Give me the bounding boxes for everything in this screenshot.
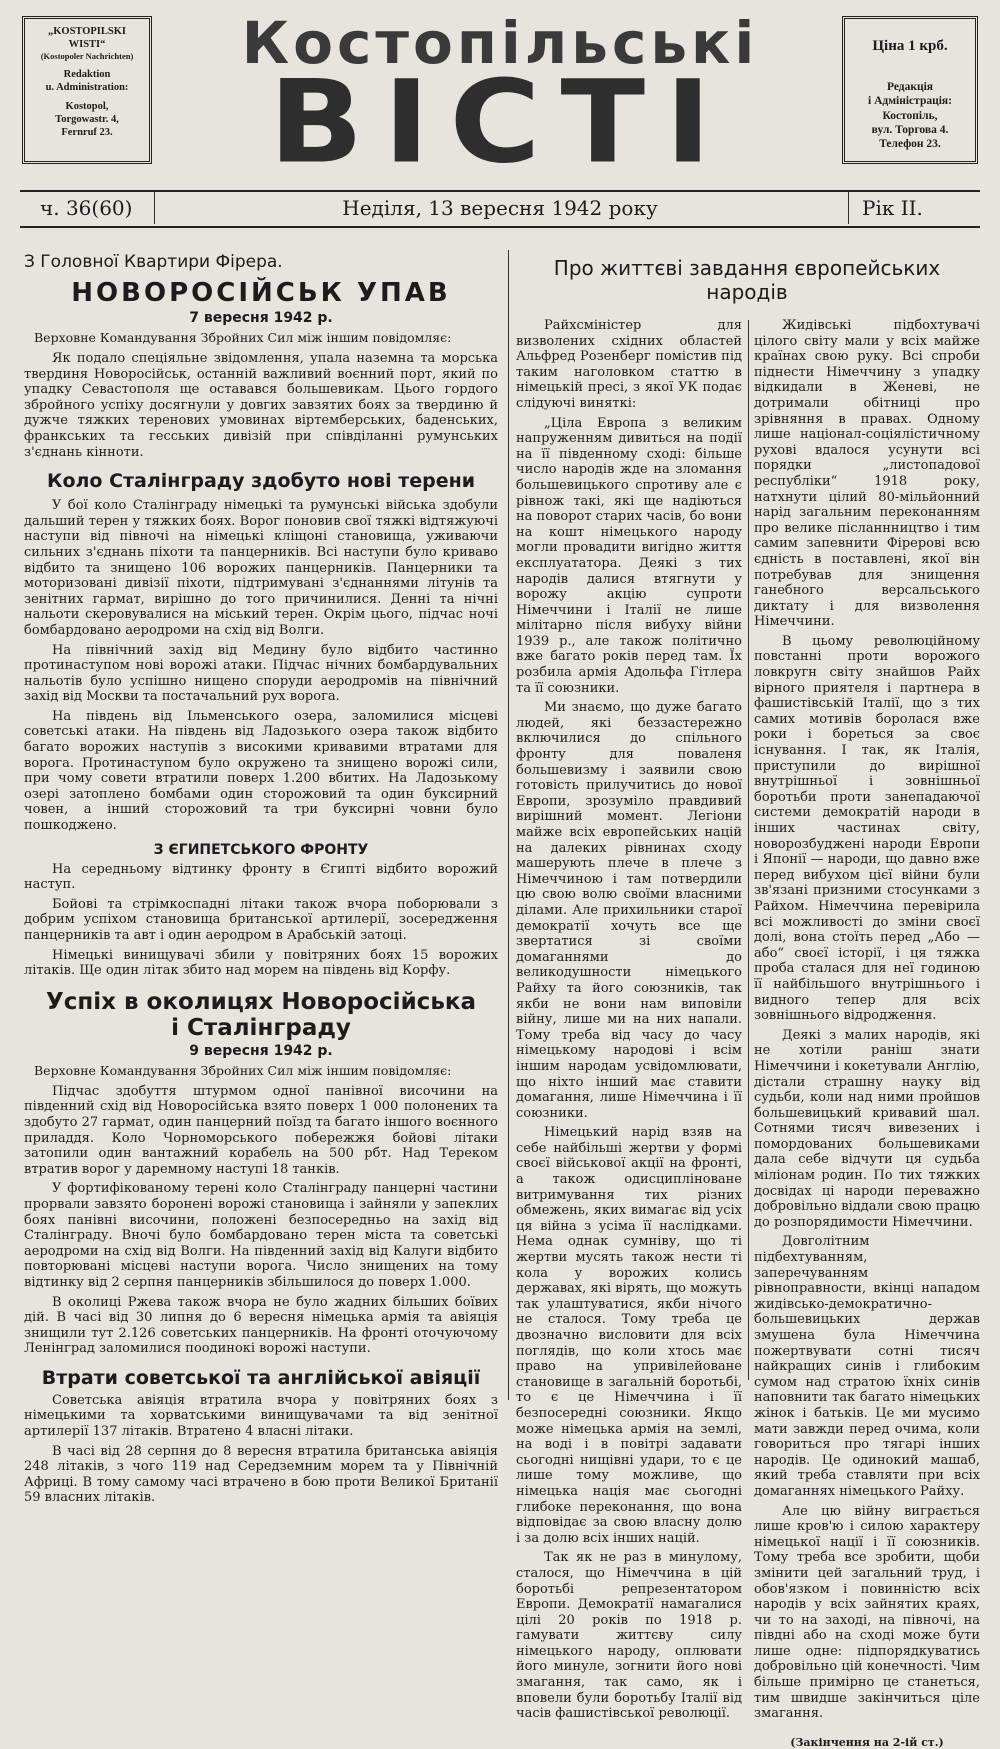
headline-date: 7 вересня 1942 р. bbox=[189, 310, 333, 326]
dateline-top-rule bbox=[20, 190, 980, 192]
headline-european-tasks: Про життєві завдання європейських bbox=[553, 256, 941, 280]
masthead-right-box bbox=[842, 16, 978, 164]
dateline-bottom-rule bbox=[20, 226, 980, 228]
article-paragraph: Бойові та стрімкоспадні літаки також вчора поборювали з добрим успіхом становища британської артилерії, зосередження панцерників та авт і один аеродром в Арабській затоці. bbox=[24, 896, 498, 943]
article-paragraph: В околиці Ржева також вчора не було жадних більших боївих дій. В часі від 30 липня до 6 вересня німецька армія та авіяція знищили тут 2.126 советських панцерників. На фронті оточуючому Ленінград заломилися поодинокі ворожі наступи. bbox=[24, 1294, 498, 1357]
article-paragraph: „Ціла Европа з великим напруженням дивиться на події на її південному сході: більше число народів жде на зломання большевицького спротиву але є рівнож такі, які ще надіються на поворот старих часів, бо вони на кошт німецького народу могли провадити вигідно життя експлуататора. Деякі з тих народів далися втягнути у ворожу акцію супроти Німеччини і Італії не лише мілітарно після вибуху війни 1939 р., але також політично вже багато років перед там. Їх розбила армія Адольфа Гітлера та її союзники. bbox=[516, 415, 742, 696]
headline-date: 9 вересня 1942 р. bbox=[189, 1042, 333, 1059]
left-column bbox=[24, 252, 498, 1506]
article-paragraph: Советська авіяція втратила вчора у повітряних боях з німецькими та хорватськими винищувачами та від зенітної артилерії 137 літаків. Втратено 4 власні літаки. bbox=[24, 1392, 498, 1440]
continuation-note: (Закінчення на 2-ій ст.) bbox=[790, 1735, 944, 1749]
dateline-divider bbox=[848, 192, 849, 224]
right-box-line: Костопіль, bbox=[882, 109, 938, 122]
article-paragraph: Як подало спеціяльне звідомлення, упала наземна та морська твердиня Новоросійськ, останній важливий воєнний порт, який по упадку Севастополя ще оставався большевикам. Цього гордого збройного успіху досягнули у довгих завзятих боях за твердиню й дужче тяжких теренових умовинах віртемберських, баденських, франкських та гесських дивізій при співділанні румунських з'єднань кінноти. bbox=[24, 351, 498, 460]
subhead-stalingrad: Коло Сталінграду здобуто нові терени bbox=[46, 470, 476, 493]
left-box-line: „KOSTOPILSKI bbox=[47, 26, 126, 37]
left-box-line: Kostopol, bbox=[65, 101, 109, 113]
headline-success: Успіх в околицях Новоросійська bbox=[46, 988, 476, 1015]
headline-novorossiysk: НОВОРОСІЙСЬК УПАВ bbox=[71, 278, 451, 308]
article-paragraph: Деякі з малих народів, які не хотіли раніш знати Німеччини і кокетували Англію, дістали страшну науку від судьби, коли над ними пройшов большевицький кривавий шал. Сотнями тисяч вивезених і помордованих большевиками дала себе відчути ця судьба міліонам родин. По тих тяжких досвідах ці народи переважно добровільно віддали свою працю до розпорядимости Німеччини. bbox=[754, 1027, 980, 1230]
price: Ціна 1 крб. bbox=[872, 38, 948, 54]
left-box-line: Fernruf 23. bbox=[61, 127, 113, 139]
article-paragraph: У бої коло Сталінграду німецькі та румунські війська здобули дальший терен у тяжких боях. Ворог поновив свої тяжкі відтяжуючі наступи від півночі на німецькі кліщоні становища, уживаючи сильних з'єднань піхоти та панцерників. Всі наступи було криваво відбито та знищено 106 ворожих панцерників. Панцерники та моторизовані дивізії піхоти, підтримувані з'єднаннями літунів та зенітних гармат, вирішно до того причинилися. Денні та нічні нальоти скеровувалися на міський терен. Окрім цього, підчас ночі бомбардовано аеродроми на схід від Волги. bbox=[24, 498, 498, 638]
left-box-line: Redaktion bbox=[63, 68, 111, 80]
article-paragraph: На північний захід від Медину було відбито частинно протинаступом нові ворожі атаки. Підчас нічних бомбардувальних нальотів було успішно нищено споруди аеродромів на північний захід від Москви та постачальний рух ворога. bbox=[24, 642, 498, 705]
column-divider bbox=[748, 320, 749, 1380]
report-intro: Верховне Командування Збройних Сил між іншим повідомляє: bbox=[34, 330, 452, 345]
article-paragraph: В цьому революційному повстанні проти ворожого ловкругн світу знайшов Райх вірного приятеля і партнера в фашистівській Італії, що з тих самих мотивів боролася вже роки і бореться за своє існування. І так, як Італія, приступили до вирішної внутрішньої і зовнішньої боротьби проти занепадаючої системи демократій народи в інших частинах світу, новорозбуджені народи Европи і Японії — народи, що давно вже перед вибухом цієї війни були зв'язані призними стосунками з Райхом. Німеччина перевірила всі можливості до зміни своєї долі, вона стоїть перед „Або — або“ своєї історії, і ця тяжка проба сталася для неї годиною її найбільшого внутрішнього і видного тепер для всіх зовнішнього відродження. bbox=[754, 633, 980, 1024]
right-box-line: вул. Торгова 4. bbox=[871, 123, 949, 136]
left-box-line: WISTI“ bbox=[68, 39, 106, 51]
masthead-title-main: ВІСТІ bbox=[268, 56, 732, 190]
subhead-losses: Втрати советської та англійської авіяції bbox=[41, 1366, 481, 1389]
left-box-line: Torgowastr. 4, bbox=[55, 114, 119, 126]
right-column-2 bbox=[754, 318, 980, 1749]
article-paragraph: Довголітним підбехтуванням, заперечуванням рівноправности, вкінці нападом жидівсько-демократично-большевицьких держав змушена була Німеччина пожертвувати сотні тисяч найкращих синів і глибоким сумом над стратою їхніх синів наповнити так багато німецьких жінок і батьків. Це ми мусимо мати завжди перед очима, коли говориться про тягарі інших народів. Це одинокий машаб, який треба ставляти при всіх домаганнях німецького Райху. bbox=[754, 1234, 980, 1499]
article-paragraph: На середньому відтинку фронту в Єгипті відбито ворожий наступ. bbox=[24, 861, 498, 893]
right-article-head bbox=[516, 256, 978, 304]
article-paragraph: В часі від 28 серпня до 8 вересня втратила британська авіяція 248 літаків, з чого 119 над Середземним морем та у Північній Африці. В тому самому часі втрачено в бою проти Великої Британії 59 власних літаків. bbox=[24, 1443, 498, 1506]
article-paragraph: Жидівські підбохтувачі цілого світу мали у всіх майже країнах свою руку. Всі спроби піднести Німеччину з упадку відкидали в Женеві, не дотримали обітниці про зрівняння в правах. Одному лише націонал-соціялістичному рухові вдалося усунути всі порядки „листопадової республіки“ 1918 року, натхнути цілий 80-мільйонний нарід загальним переконанням про велике післаннництво і тим самим запевнити Фірерові всю єдність в поставлені, якої він потребував для знищення ганебного версальського диктату і для визволення Німеччини. bbox=[754, 318, 980, 630]
article-paragraph: Німецький нарід взяв на себе найбільші жертви у формі своєї військової акції на фронті, а також одисципліноване витримування тих різних обмежень, яких вимагає від усіх ця війна з усіма її наслідками. Нема однак сумніву, що ті жертви мусять також нести ті кола у ворожих колись державах, які вірять, що можуть так улаштуватися, якби нічого не сталося. Тому треба це двозначно висловити для всіх поглядів, що коли хтось має право на упривілейоване становище в загальній боротьбі, то є це Німеччина і її безпосередні союзники. Якщо може німецька армія на землі, на воді і в повітрі задавати сьогодні нищівні удари, то є це лише тому можливе, що німецька нація має сьогодні глибоке переконання, що вона відповідає за свою власну долю і за долю всіх інших націй. bbox=[516, 1125, 742, 1546]
right-box-line: Телефон 23. bbox=[879, 138, 941, 151]
article-paragraph: Але цю війну виграється лише кров'ю і силою характеру німецької нації і її союзників. Тому треба все зробити, щоби змінити цей загальний труд, і обов'язком і повинністю всіх народів у всіх зайнятих краях, чи то на заході, на півночі, на півдні або на сході може бути лише одне: підпорядкуватись добровільно цій конечності. Чим більше примірно це станеться, тим швидше закінчиться ціле змагання. bbox=[754, 1503, 980, 1722]
headline-success-line2: і Сталінграду bbox=[171, 1014, 351, 1041]
right-column-1 bbox=[516, 318, 742, 1722]
dateline-date: Неділя, 13 вересня 1942 року bbox=[342, 196, 658, 220]
article-paragraph: Ми знаємо, що дуже багато людей, які беззастережно включилися до спільного фронту для поваленя большевизму і заявили свою готовість прилучитись до нової Европи, зрозуміло правдивий вирішний момент. Легіони майже всіх европейських націй на далеких рівнинах сходу машерують плече в плече з Німеччиною і там потвердили цю свою волю своїми власними ділами. Але прихильники старої демократії хочуть все ще звертатися зі своїми домаганнями до великодушности німецького Райху та його союзників, так якби не вони нам виповіли війну, лише ми на них напали. Тому треба від часу до часу німецькому народові і всім іншим народам усвідомлювати, що ніхто інший має ставити домагання, лише Німеччина і її союзники. bbox=[516, 700, 742, 1121]
right-box-line: Редакція bbox=[886, 80, 934, 93]
left-box-line: (Kostopoler Nachrichten) bbox=[40, 51, 134, 62]
article-paragraph: У фортифікованому терені коло Сталінграду панцерні частини прорвали завзято боронені ворожі становища і зайняли у запеклих боях панівні височини, положені безпосередньо на захід від Сталінграду. Вночі було бомбардовано терен міста та советські аеродроми на схід від Волги. На південний захід від Калуги відбито повторювані місцеві наступи ворога. Число знищених на тому відтинку від 2 серпня панцерників збільшилося до поверх 1.000. bbox=[24, 1181, 498, 1290]
subhead-egypt: З ЄГИПЕТСЬКОГО ФРОНТУ bbox=[153, 841, 369, 858]
article-paragraph: Так як не раз в минулому, сталося, що Німеччина в цій боротьбі репрезентатором Европи. Демократії намагалися цілі 20 років по 1918 р. гамувати життєву силу німецького народу, оплювати його минуле, зогнити його нові змагання, так само, як і вповели були боротьбу Італії від часів фашистівської революції. bbox=[516, 1550, 742, 1722]
masthead-title-top: Костопільські bbox=[241, 9, 759, 77]
column-divider bbox=[508, 250, 509, 1400]
kicker: З Головної Квартири Фірера. bbox=[24, 252, 283, 272]
volume-year: Рік II. bbox=[862, 196, 923, 220]
issue-number: ч. 36(60) bbox=[40, 196, 133, 220]
article-paragraph: На південь від Ільменського озера, заломилися місцеві советські атаки. На південь від Ладозького озера також відбито багато ворожих наступів з високими кривавими втратами для ворога. Протинаступом було окружено та знищено ворожі сили, при чому совети втратили поверх 1.200 вбитих. На Ладозькому озері затоплено бомбами один сторожовий та один буксирний човен, а інший сторожовий та три буксирні човни було пошкоджено. bbox=[24, 708, 498, 834]
article-paragraph: Райхсміністер для визволених східних областей Альфред Розенберг помістив під таким наголовком статтю в німецькій пресі, з якої УК подає слідуючі виняткі: bbox=[516, 318, 742, 411]
dateline-divider bbox=[154, 192, 155, 224]
headline-european-tasks-line2: народів bbox=[706, 280, 788, 304]
article-paragraph: Підчас здобуття штурмом одної панівної височини на південний схід від Новоросійська взято поверх 1 000 полонених та здобуто 27 гармат, один панцерний поїзд та багато іншого воєнного приладдя. Коло Чорноморського побережжя бойові літаки затопили один вантажний корабель на 500 рбт. Над Тереком втратив ворог у даремному наступі 18 танків. bbox=[24, 1083, 498, 1177]
article-paragraph: Німецькі винищувачі збили у повітряних боях 15 ворожих літаків. Ще один літак збито над морем на південь від Корфу. bbox=[24, 947, 498, 979]
left-box-line: u. Administration: bbox=[45, 82, 129, 93]
right-box-line: і Адміністрація: bbox=[868, 95, 952, 108]
report-intro: Верховне Командування Збройних Сил між іншим повідомляє: bbox=[34, 1062, 452, 1078]
masthead-left-box bbox=[22, 16, 152, 164]
